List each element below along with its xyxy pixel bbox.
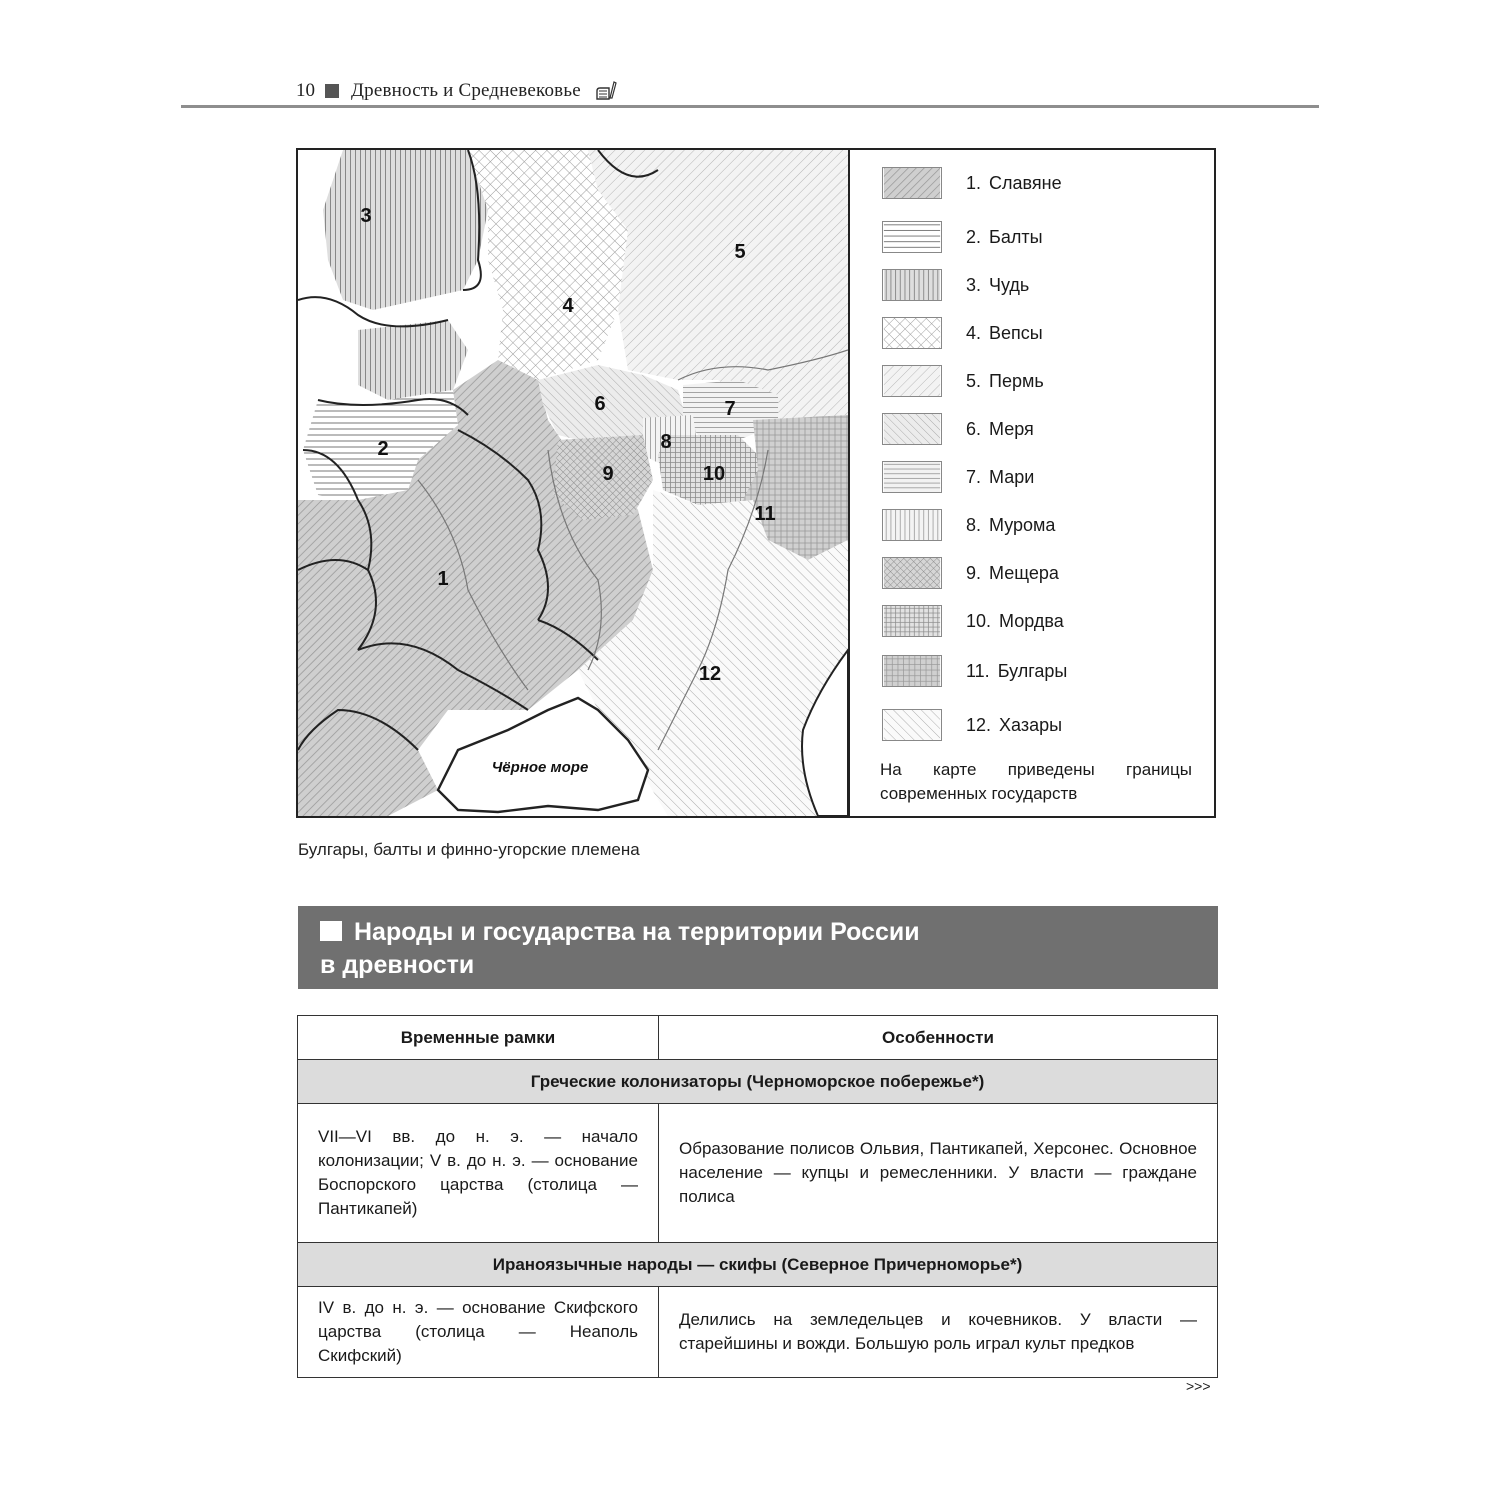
- page-header: [296, 76, 617, 106]
- map-figure: [296, 148, 1216, 818]
- peoples-table: [297, 1015, 1218, 1378]
- legend-item: 3. Чудь: [882, 268, 1029, 302]
- map-label-9: 9: [602, 463, 614, 485]
- legend-item: 8. Мурома: [882, 508, 1055, 542]
- legend-swatch: [882, 655, 942, 687]
- region-chud-estonia: [358, 320, 468, 400]
- map-label-3: 3: [360, 205, 372, 227]
- region-chud: [323, 150, 488, 310]
- table-row: [298, 1287, 1218, 1378]
- legend-swatch: [882, 317, 942, 349]
- section-banner: [298, 906, 1218, 989]
- legend-note: На карте приведены границы современных государств: [880, 760, 1192, 803]
- map-label-11: 11: [754, 503, 776, 525]
- map-label-4: 4: [562, 295, 574, 317]
- banner-title-line2: в древности: [320, 951, 475, 979]
- column-header-time: Временные рамки: [298, 1016, 659, 1060]
- legend-swatch: [882, 461, 942, 493]
- legend-swatch: [882, 605, 942, 637]
- section-title: Древность и Средневековье: [351, 80, 581, 101]
- time-cell: VII—VI вв. до н. э. — начало колонизации; V в. до н. э. — основание Боспорского царства (столица — Пантикапей): [298, 1104, 659, 1243]
- sea-label: Чёрное море: [491, 759, 589, 776]
- legend-item: 1. Славяне: [882, 166, 1062, 200]
- map-label-2: 2: [377, 438, 389, 460]
- legend-item: 9. Мещера: [882, 556, 1059, 590]
- banner-title-line1: Народы и государства на территории России: [354, 918, 920, 946]
- tribes-map: [298, 150, 850, 816]
- header-rule: [181, 105, 1319, 108]
- legend-item: 10. Мордва: [882, 604, 1064, 638]
- legend-swatch: [882, 167, 942, 199]
- banner-square-bullet: [320, 921, 342, 941]
- table-group-row: [298, 1243, 1218, 1287]
- continuation-mark: >>>: [1186, 1378, 1211, 1394]
- legend-swatch: [882, 221, 942, 253]
- map-label-10: 10: [702, 463, 726, 485]
- figure-caption: Булгары, балты и финно-угорские племена: [298, 840, 640, 859]
- map-label-7: 7: [724, 398, 736, 420]
- map-label-12: 12: [698, 663, 722, 685]
- table-header-row: [298, 1016, 1218, 1060]
- table-row: [298, 1104, 1218, 1243]
- map-legend: [850, 150, 1214, 816]
- legend-item: 7. Мари: [882, 460, 1034, 494]
- page-number: 10: [296, 80, 315, 101]
- scroll-quill-icon: [595, 80, 617, 102]
- column-header-features: Особенности: [659, 1016, 1218, 1060]
- map-label-6: 6: [594, 393, 606, 415]
- legend-swatch: [882, 557, 942, 589]
- header-square-bullet: [325, 84, 339, 98]
- legend-swatch: [882, 509, 942, 541]
- group-title: Греческие колонизаторы (Черноморское побережье*): [298, 1060, 1218, 1104]
- legend-swatch: [882, 269, 942, 301]
- legend-item: 5. Пермь: [882, 364, 1044, 398]
- legend-item: 6. Меря: [882, 412, 1034, 446]
- map-label-5: 5: [734, 241, 746, 263]
- features-cell: Делились на земледельцев и кочевников. У власти — старейшины и вожди. Большую роль играл культ предков: [659, 1287, 1218, 1378]
- map-label-1: 1: [437, 568, 449, 590]
- features-cell: Образование полисов Ольвия, Пантикапей, Херсонес. Основное население — купцы и ремесленники. У власти — граждане полиса: [659, 1104, 1218, 1243]
- legend-item: 2. Балты: [882, 220, 1043, 254]
- legend-item: 12. Хазары: [882, 708, 1062, 742]
- legend-swatch: [882, 365, 942, 397]
- legend-item: 4. Вепсы: [882, 316, 1043, 350]
- time-cell: IV в. до н. э. — основание Скифского царства (столица — Неаполь Скифский): [298, 1287, 659, 1378]
- map-label-8: 8: [660, 431, 672, 453]
- legend-swatch: [882, 413, 942, 445]
- legend-item: 11. Булгары: [882, 654, 1067, 688]
- legend-swatch: [882, 709, 942, 741]
- group-title: Ираноязычные народы — скифы (Северное Причерноморье*): [298, 1243, 1218, 1287]
- table-group-row: [298, 1060, 1218, 1104]
